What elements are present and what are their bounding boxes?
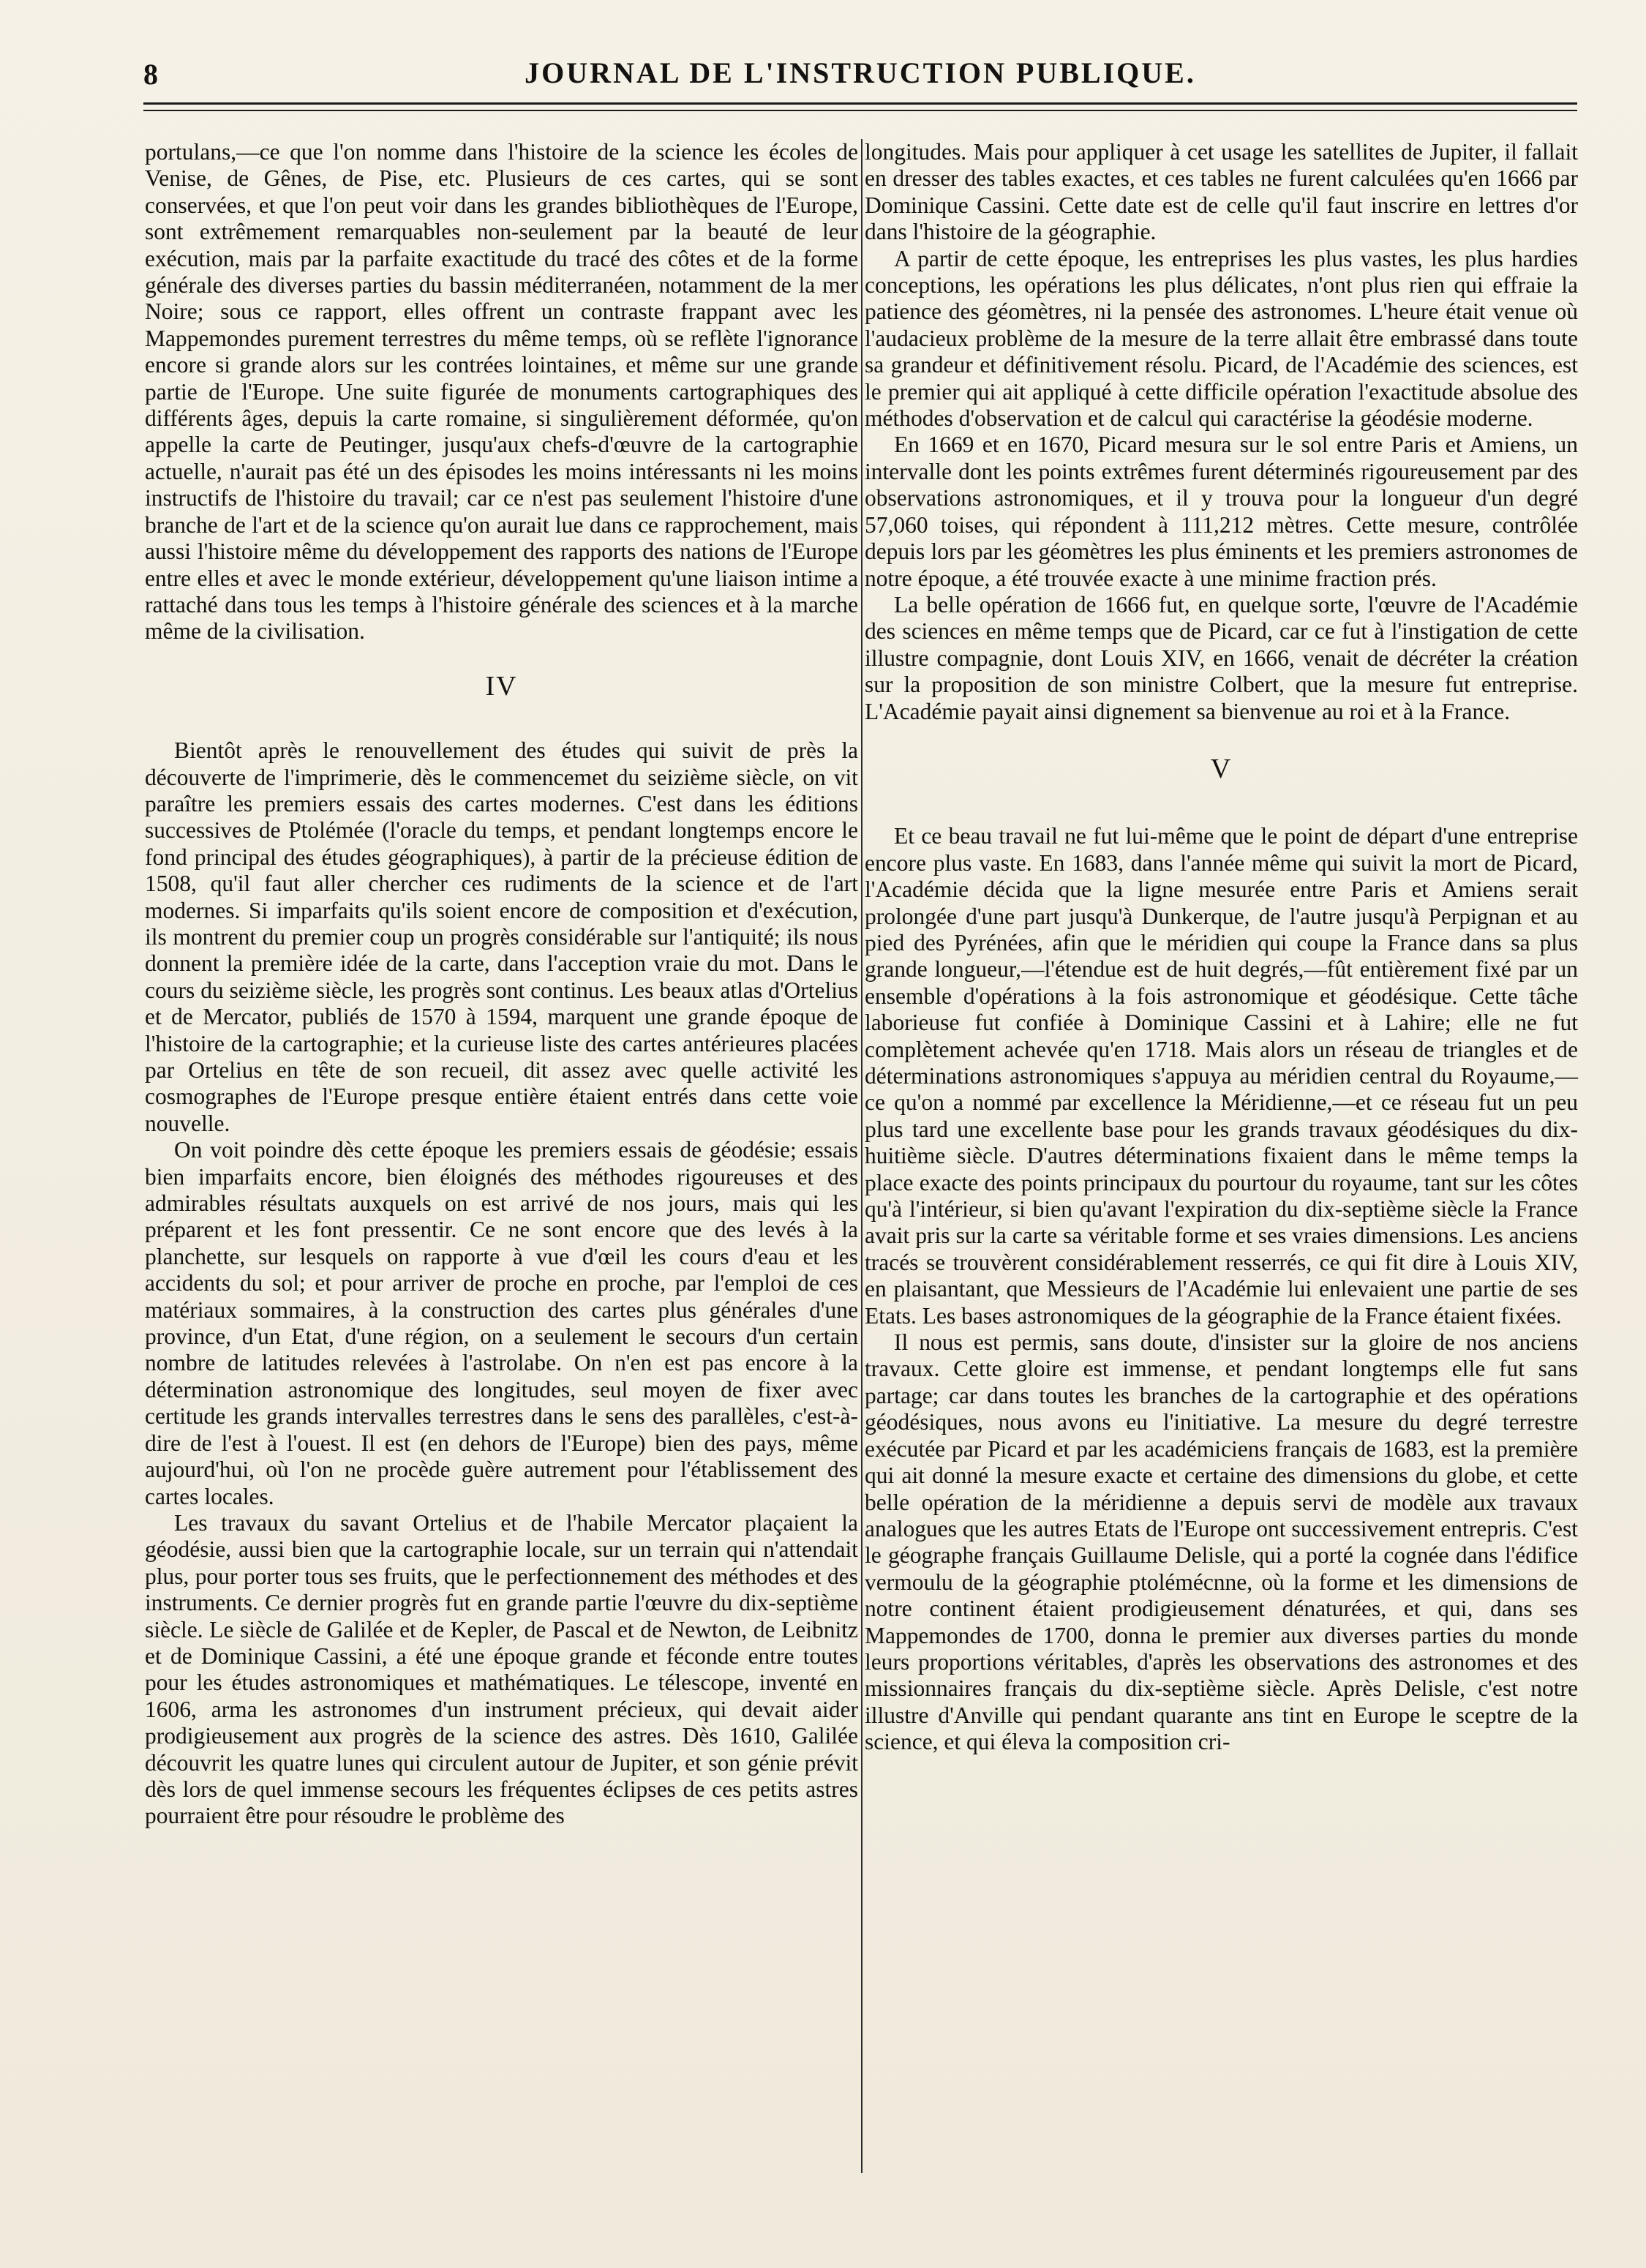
header-rule-secondary — [143, 110, 1577, 111]
paragraph: En 1669 et en 1670, Picard mesura sur le sol entre Paris et Amiens, un intervalle dont les points extrêmes furent déterminés rigoureusement par des observations astronomiques, et il y trouva pour la longueur d'un degré 57,060 toises, qui répondent à 111,212 mètres. Cette mesure, contrôlée depuis lors par les géomètres les plus éminents et les premiers astronomes de notre époque, a été trouvée exacte à une minime fraction prés. — [865, 432, 1578, 591]
left-column — [145, 139, 858, 1830]
paragraph: portulans,—ce que l'on nomme dans l'histoire de la science les écoles de Venise, de Gênes, de Pise, etc. Plusieurs de ces cartes, qui se sont conservées, et que l'on peut voir dans les grandes bibliothèques de l'Europe, sont extrêmement remarquables non-seulement par la beauté de leur exécution, mais par la parfaite exactitude du tracé des côtes et de la forme générale des diverses parties du bassin méditerranéen, notamment de la mer Noire; sous ce rapport, elles offrent un contraste frappant avec les Mappemondes purement terrestres du même temps, où se reflète l'ignorance encore si grande alors sur les contrées lointaines, et même sur une grande partie de l'Europe. Une suite figurée de monuments cartographiques des différents âges, depuis la carte romaine, si singulièrement déformée, qu'on appelle la carte de Peutinger, jusqu'aux chefs-d'œuvre de la cartographie actuelle, n'aurait pas été un des épisodes les moins intéressants ni les moins instructifs de l'histoire du travail; car ce n'est pas seulement l'histoire d'une branche de l'art et de la science qu'on aurait lue dans ce rapprochement, mais aussi l'histoire même du développement des rapports des nations de l'Europe entre elles et avec le monde extérieur, développement qu'une liaison intime a rattaché dans tous les temps à l'histoire générale des sciences et à la marche même de la civilisation. — [145, 139, 858, 645]
column-divider — [861, 139, 863, 2173]
paragraph: A partir de cette époque, les entreprises les plus vastes, les plus hardies conceptions, les opérations les plus délicates, n'ont plus rien qui effraie la patience des géomètres, ni la pensée des astronomes. L'heure était venue où l'audacieux problème de la mesure de la terre allait être embrassé dans toute sa grandeur et définitivement résolu. Picard, de l'Académie des sciences, est le premier qui ait appliqué à cette difficile opération l'exactitude absolue des méthodes d'observation et de calcul qui caractérise la géodésie moderne. — [865, 245, 1578, 432]
paragraph: La belle opération de 1666 fut, en quelque sorte, l'œuvre de l'Académie des sciences en même temps que de Picard, car ce fut à l'instigation de cette illustre compagnie, dont Louis XIV, en 1666, venait de décréter la création sur la proposition de son ministre Colbert, que la mesure fut entreprise. L'Académie payait ainsi dignement sa bienvenue au roi et à la France. — [865, 591, 1578, 724]
paragraph: Et ce beau travail ne fut lui-même que le point de départ d'une entreprise encore plus vaste. En 1683, dans l'année même qui suivit la mort de Picard, l'Académie décida que la ligne mesurée entre Paris et Amiens serait prolongée d'une part jusqu'à Dunkerque, de l'autre jusqu'à Perpignan et au pied des Pyrénées, afin que le méridien qui coupe la France dans sa plus grande longueur,—l'étendue est de huit degrés,—fût entièrement fixé par un ensemble d'opérations à la fois astronomique et géodésique. Cette tâche laborieuse fut confiée à Dominique Cassini et à Lahire; elle ne fut complètement achevée qu'en 1718. Mais alors un réseau de triangles et de déterminations astronomiques s'appuya au méridien central du Royaume,—ce qu'on a nommé par excellence la Méridienne,—et ce réseau fut un peu plus tard une excellente base pour les grands travaux géodésiques du dix-huitième siècle. D'autres déterminations fixaient dans le même temps la place exacte des points principaux du pourtour du royaume, tant sur les côtes qu'à l'intérieur, si bien qu'avant l'expiration du dix-septième siècle la France avait pris sur la carte sa véritable forme et ses vraies dimensions. Les anciens tracés se trouvèrent considérablement resserrés, ce qui fit dire à Louis XIV, en plaisantant, que Messieurs de l'Académie lui enlevaient une partie de ses Etats. Les bases astronomiques de la géographie de la France étaient fixées. — [865, 823, 1578, 1329]
right-column — [865, 139, 1578, 1756]
page-number: 8 — [143, 58, 158, 91]
page-header — [143, 51, 1577, 102]
paragraph: On voit poindre dès cette époque les premiers essais de géodésie; essais bien imparfaits encore, bien éloignés des méthodes rigoureuses et des admirables résultats auxquels on est arrivé de nos jours, mais qui les préparent et les font pressentir. Ce ne sont encore que des levés à la planchette, sur lesquels on rapporte à vue d'œil les cours d'eau et les accidents du sol; et pour arriver de proche en proche, par l'emploi de ces matériaux sommaires, à la construction des cartes plus générales d'une province, d'un Etat, d'une région, on a seulement le secours d'un certain nombre de latitudes relevées à l'astrolabe. On n'en est pas encore à la détermination astronomique des longitudes, seul moyen de fixer avec certitude les grands intervalles terrestres dans le sens des parallèles, c'est-à-dire de l'est à l'ouest. Il est (en dehors de l'Europe) bien des pays, même aujourd'hui, où l'on ne procède guère autrement pour l'établissement des cartes locales. — [145, 1137, 858, 1509]
section-heading-v: V — [1210, 753, 1233, 784]
section-heading-iv: IV — [485, 670, 518, 702]
running-title: JOURNAL DE L'INSTRUCTION PUBLIQUE. — [525, 56, 1196, 89]
header-rule — [143, 102, 1577, 105]
paragraph: Il nous est permis, sans doute, d'insister sur la gloire de nos anciens travaux. Cette gloire est immense, et pendant longtemps elle fut sans partage; car dans toutes les branches de la cartographie et des opérations géodésiques, nous avons eu l'initiative. La mesure du degré terrestre exécutée par Picard et par les académiciens français de 1683, est la première qui ait donné la mesure exacte et certaine des dimensions du globe, et cette belle opération de la méridienne a depuis servi de modèle aux travaux analogues que les autres Etats de l'Europe ont successivement entrepris. C'est le géographe français Guillaume Delisle, qui a porté la cognée dans l'édifice vermoulu de la géographie ptolémécnne, où la forme et les dimensions de notre continent étaient prodigieusement dénaturées, et qui, dans ses Mappemondes de 1700, donna le premier aux diverses parties du monde leurs proportions véritables, d'après les observations des astronomes et des missionnaires français du dix-septième siècle. Après Delisle, c'est notre illustre d'Anville qui pendant quarante ans tint en Europe le sceptre de la science, et qui éleva la composition cri- — [865, 1329, 1578, 1755]
paragraph: Les travaux du savant Ortelius et de l'habile Mercator plaçaient la géodésie, aussi bien que la cartographie locale, sur un terrain qui n'attendait plus, pour porter tous ses fruits, que le perfectionnement des méthodes et des instruments. Ce dernier progrès fut en grande partie l'œuvre du dix-septième siècle. Le siècle de Galilée et de Kepler, de Pascal et de Newton, de Leibnitz et de Dominique Cassini, a été une époque grande et féconde entre toutes pour les études astronomiques et mathématiques. Le télescope, inventé en 1606, arma les astronomes d'un instrument précieux, qui devait aider prodigieusement aux progrès de la science des astres. Dès 1610, Galilée découvrit les quatre lunes qui circulent autour de Jupiter, et son génie prévit dès lors de quel immense secours les fréquentes éclipses de ces petits astres pourraient être pour résoudre le problème des — [145, 1509, 858, 1829]
paragraph: Bientôt après le renouvellement des études qui suivit de près la découverte de l'imprimerie, dès le commencemet du seizième siècle, on vit paraître les premiers essais des cartes modernes. C'est dans les éditions successives de Ptolémée (l'oracle du temps, et pendant longtemps encore le fond principal des études géographiques), à partir de la précieuse édition de 1508, qu'il faut aller chercher ces rudiments de la science et de l'art modernes. Si imparfaits qu'ils soient encore de composition et d'exécution, ils montrent du premier coup un progrès considérable sur l'antiquité; ils nous donnent la première idée de la carte, dans l'acception vraie du mot. Dans le cours du seizième siècle, les progrès sont continus. Les beaux atlas d'Ortelius et de Mercator, publiés de 1570 à 1594, marquent une grande époque de l'histoire de la cartographie; et la curieuse liste des cartes antérieures placées par Ortelius en tête de son recueil, dit assez avec quelle activité les cosmographes de l'Europe presque entière étaient entrés dans cette voie nouvelle. — [145, 737, 858, 1136]
paragraph: longitudes. Mais pour appliquer à cet usage les satellites de Jupiter, il fallait en dresser des tables exactes, et ces tables ne furent calculées qu'en 1666 par Dominique Cassini. Cette date est de celle qu'il faut inscrire en lettres d'or dans l'histoire de la géographie. — [865, 139, 1578, 245]
